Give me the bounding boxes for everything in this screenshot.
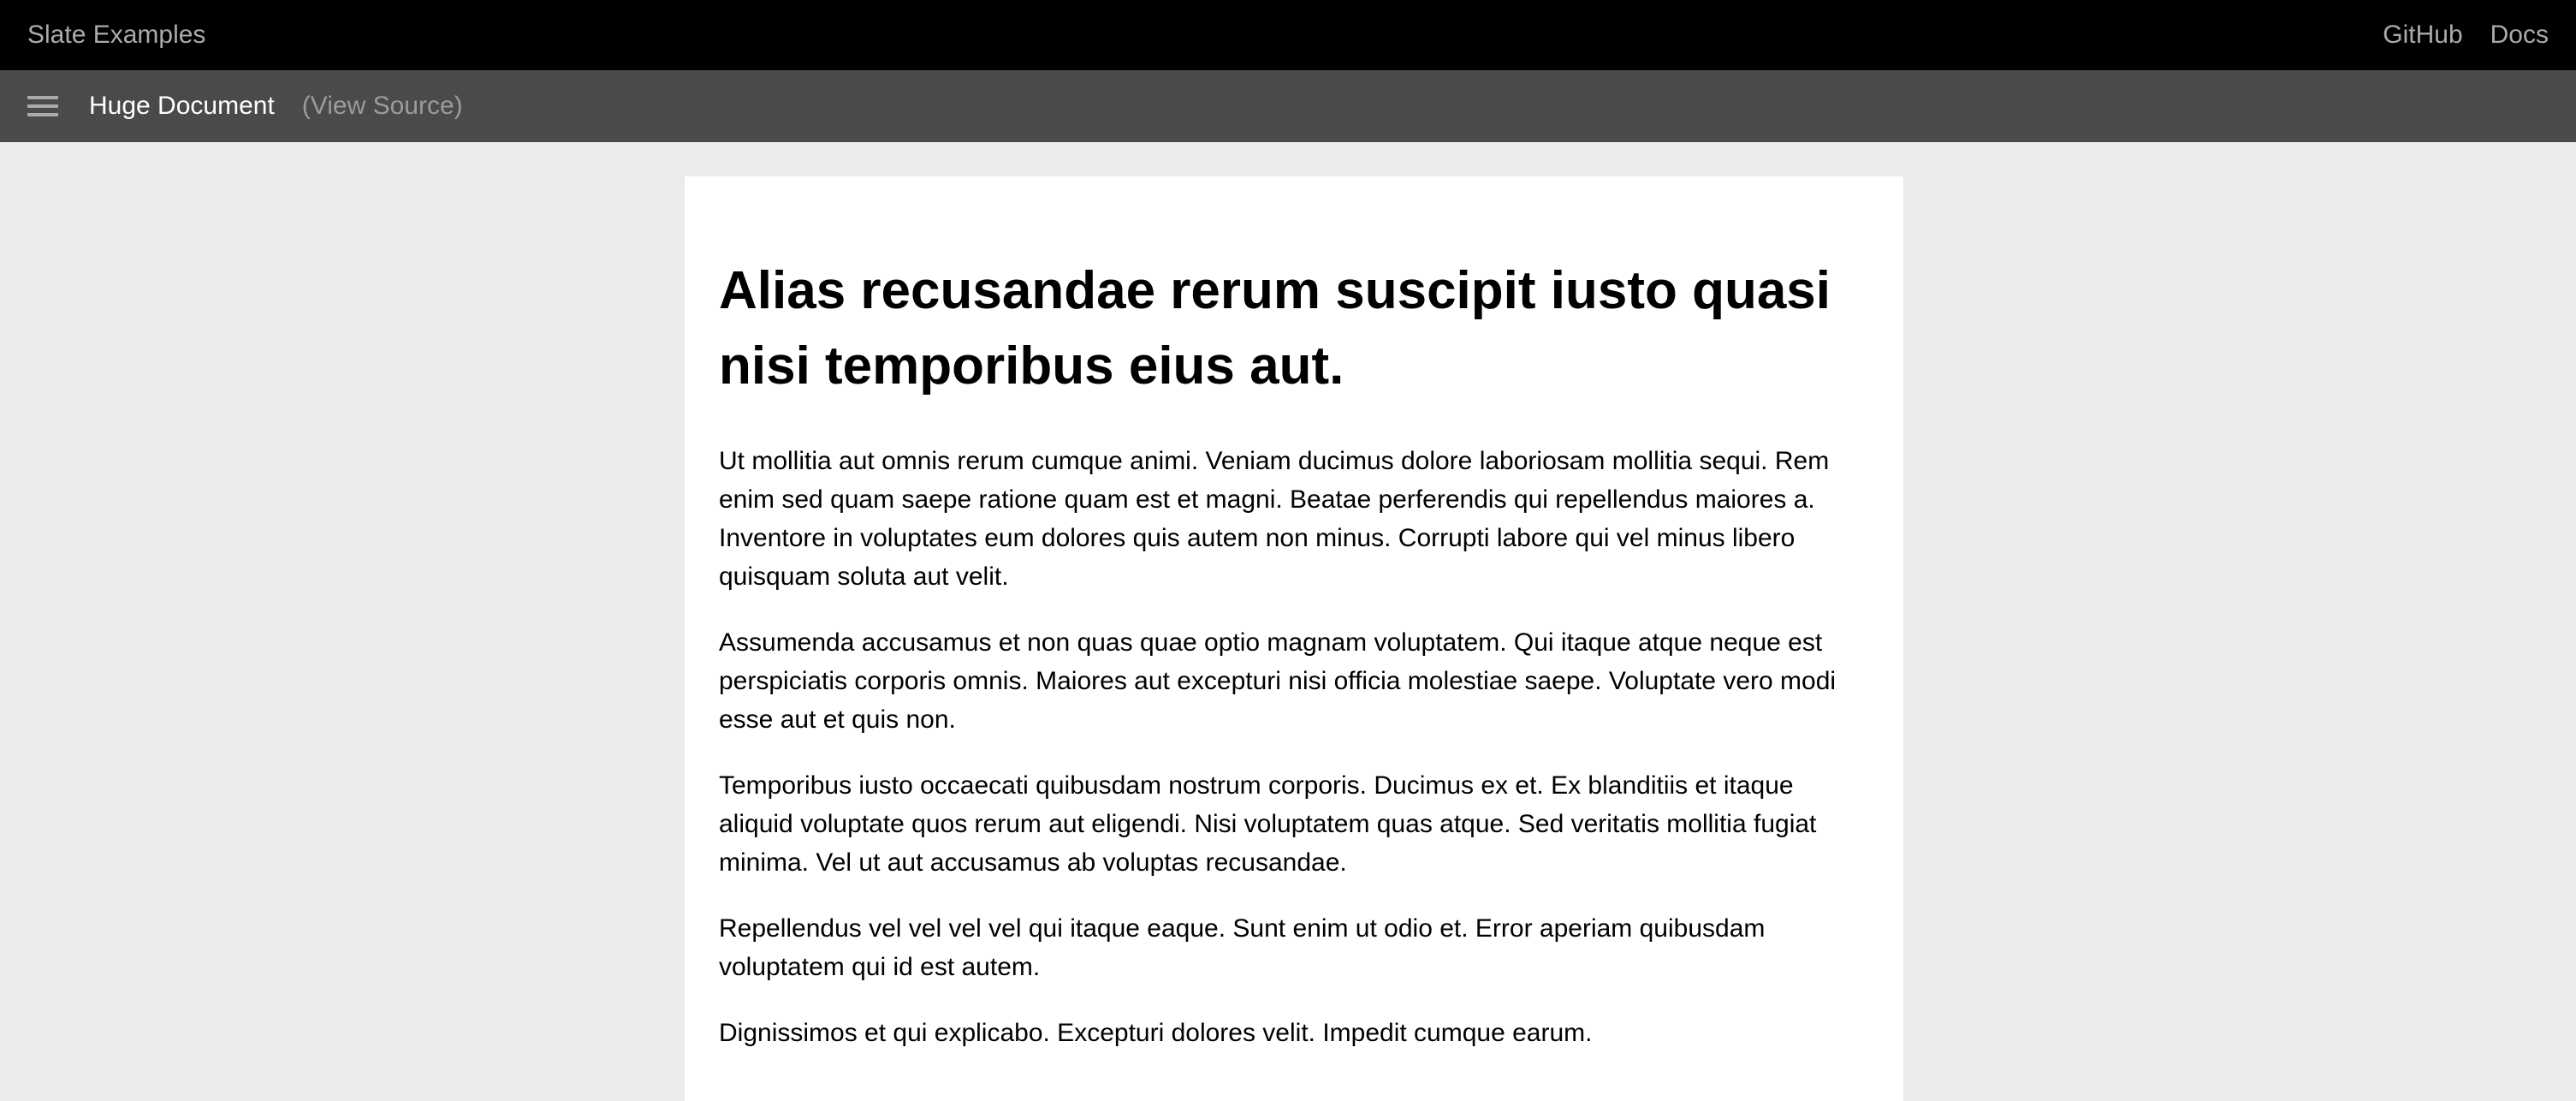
view-source-link[interactable]: (View Source): [301, 92, 463, 120]
app-title: Slate Examples: [27, 21, 206, 49]
document-paragraph[interactable]: Assumenda accusamus et non quas quae optio magnam voluptatem. Qui itaque atque neque est perspiciatis corporis omnis. Maiores aut excepturi nisi officia molestiae saepe. Voluptate vero modi esse aut et quis non.: [719, 628, 1837, 734]
example-title: Huge Document: [89, 92, 275, 120]
github-link[interactable]: GitHub: [2383, 21, 2463, 49]
document-paragraph[interactable]: Ut mollitia aut omnis rerum cumque animi. Veniam ducimus dolore laboriosam mollitia sequi. Rem enim sed quam saepe ratione quam est et magni. Beatae perferendis qui repellendus maiores a. Inventore in voluptates eum dolores quis autem non minus. Corrupti labore qui vel minus libero quisquam soluta aut velit.: [719, 447, 1830, 591]
document-paragraph[interactable]: Dignissimos et qui explicabo. Excepturi dolores velit. Impedit cumque earum.: [719, 1019, 1593, 1047]
example-tab-bar: [0, 70, 2576, 142]
document-heading[interactable]: Alias recusandae rerum suscipit iusto quasi nisi temporibus eius aut.: [719, 261, 1831, 396]
top-links: [2383, 21, 2549, 50]
document-paragraph[interactable]: Repellendus vel vel vel vel qui itaque eaque. Sunt enim ut odio et. Error aperiam quibusdam voluptatem qui id est autem.: [719, 914, 1766, 981]
document-editor[interactable]: [685, 176, 1903, 1101]
top-navigation-bar: [0, 0, 2576, 70]
document-paragraph[interactable]: Temporibus iusto occaecati quibusdam nostrum corporis. Ducimus ex et. Ex blanditiis et itaque aliquid voluptate quos rerum aut eligendi. Nisi voluptatem quas atque. Sed veritatis mollitia fugiat minima. Vel ut aut accusamus ab voluptas recusandae.: [719, 771, 1817, 877]
docs-link[interactable]: Docs: [2490, 21, 2549, 49]
hamburger-menu-icon[interactable]: [27, 94, 58, 118]
